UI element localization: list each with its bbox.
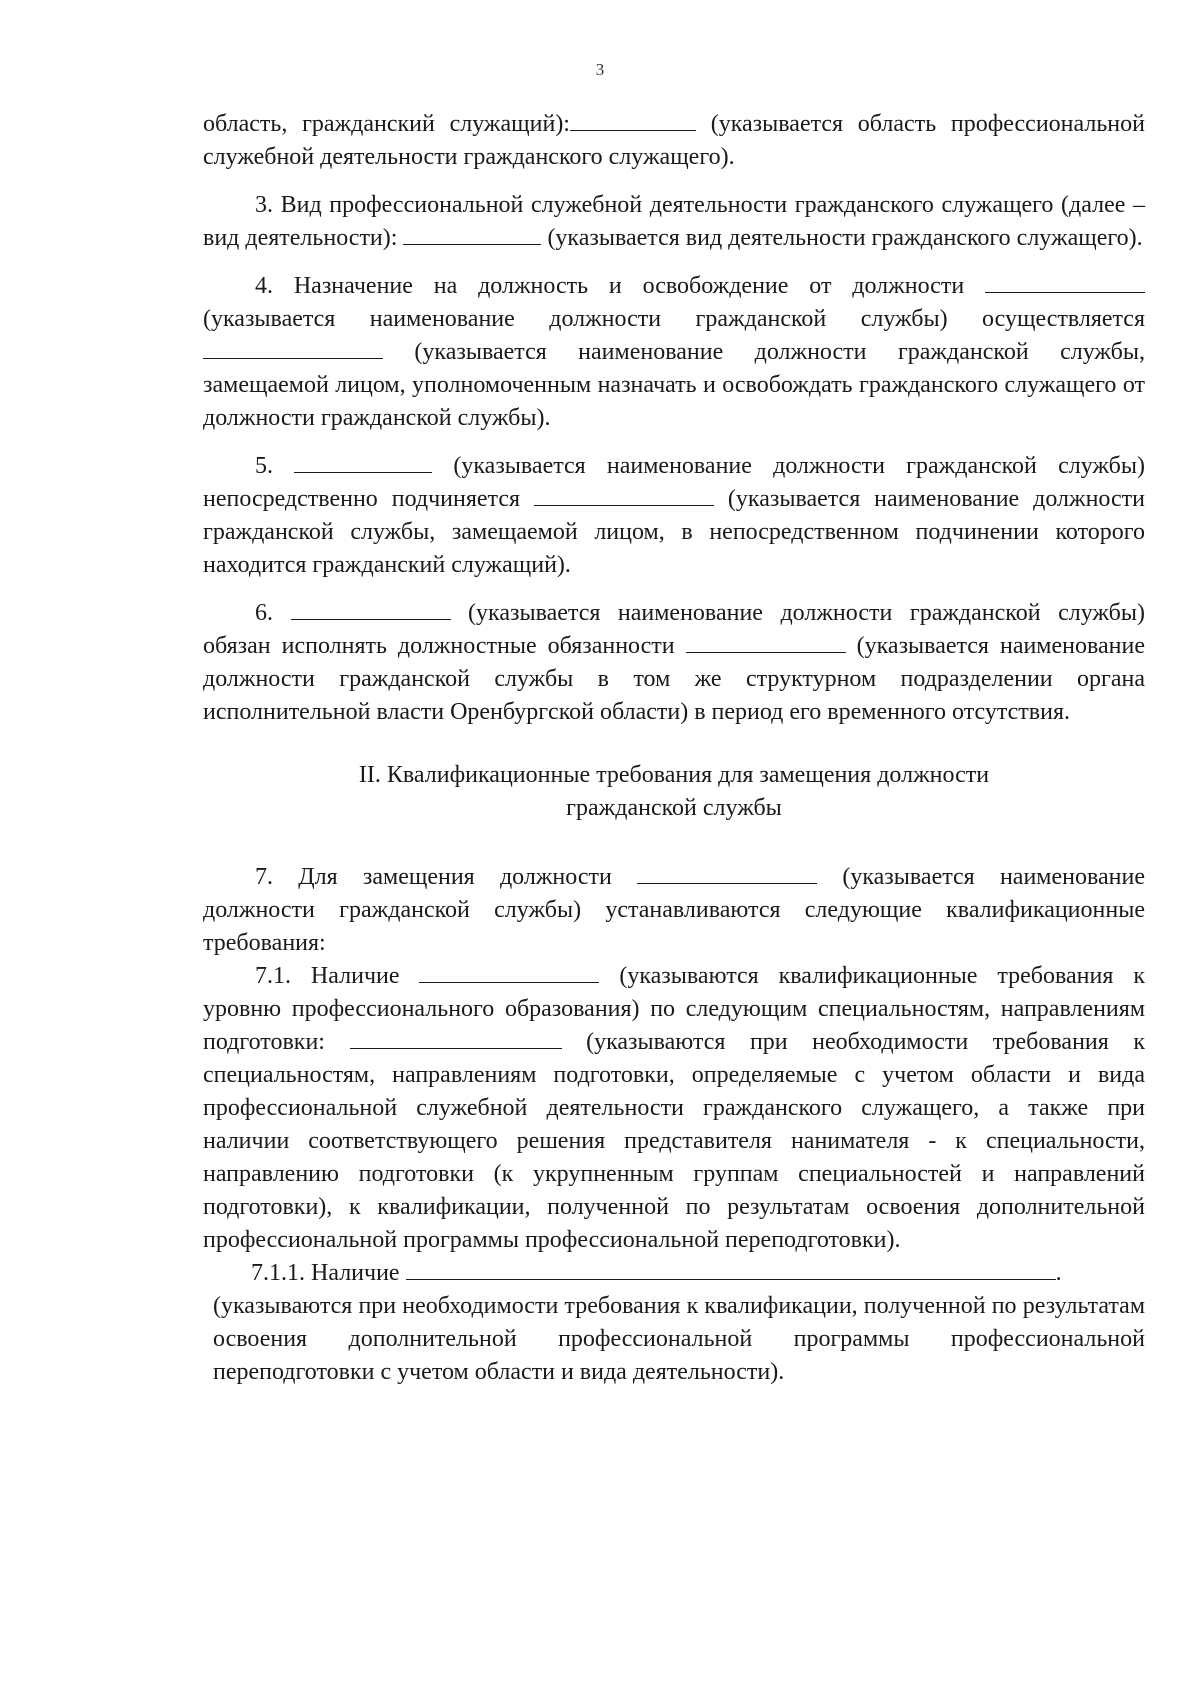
paragraph-4 bbox=[203, 270, 1145, 435]
fill-in-blank bbox=[534, 485, 714, 506]
fill-in-blank bbox=[570, 110, 696, 131]
paragraph-3 bbox=[203, 189, 1145, 255]
fill-in-blank bbox=[419, 962, 599, 983]
paragraph-text: 7.1.1. Наличие bbox=[251, 1260, 406, 1286]
paragraph-text: (указывается наименование должности гражданской службы, замещаемой лицом, в непосредственном подчинении которого находится гражданский служащий). bbox=[203, 486, 1146, 578]
document-body bbox=[203, 108, 1145, 1389]
paragraph-7-1-1 bbox=[203, 1257, 1145, 1290]
fill-in-blank bbox=[291, 599, 451, 620]
fill-in-blank bbox=[686, 632, 846, 653]
paragraph-6 bbox=[203, 597, 1145, 729]
fill-in-blank bbox=[294, 452, 432, 473]
paragraph-text: 5. bbox=[255, 453, 295, 479]
section-heading-line: гражданской службы bbox=[566, 795, 782, 821]
paragraph-7 bbox=[203, 861, 1145, 960]
paragraph-text: (указывается наименование должности гражданской службы) непосредственно подчиняется bbox=[203, 453, 1145, 512]
paragraph-text: (указываются квалификационные требования к уровню профессионального образования) по следующим специальностям, направлениям подготовки: bbox=[203, 963, 1145, 1055]
paragraph-text: (указывается наименование должности гражданской службы) обязан исполнять должностные обязанности bbox=[203, 600, 1146, 659]
paragraph-text: (указывается наименование должности гражданской службы, замещаемой лицом, уполномоченным назначать и освобождать гражданского служащего от должности гражданской службы). bbox=[203, 339, 1145, 431]
paragraph-text: (указывается наименование должности гражданской службы в том же структурном подразделении органа исполнительной власти Оренбургской области) в период его временного отсутствия. bbox=[203, 633, 1146, 725]
fill-in-blank bbox=[403, 224, 541, 245]
paragraph-text: (указывается вид деятельности гражданского служащего). bbox=[541, 225, 1143, 251]
paragraph-text: (указываются при необходимости требования к специальностям, направлениям подготовки, определяемые с учетом области и вида профессиональной служебной деятельности гражданского служащего, а также при наличии соответствующего решения представителя нанимателя - к специальности, направлению подготовки (к укрупненным группам специальностей и направлений подготовки), к квалификации, полученной по результатам освоения дополнительной профессиональной программы профессиональной переподготовки). bbox=[203, 1029, 1146, 1253]
fill-in-blank bbox=[203, 338, 383, 359]
paragraph-text: 6. bbox=[255, 600, 291, 626]
paragraph-7-1-1-note bbox=[203, 1290, 1145, 1389]
paragraph-5 bbox=[203, 450, 1145, 582]
paragraph-text: (указываются при необходимости требования к квалификации, полученной по результатам освоения дополнительной профессиональной программы профессиональной переподготовки с учетом области и вида деятельности). bbox=[213, 1293, 1145, 1385]
section-heading bbox=[203, 759, 1145, 825]
paragraph-text: (указывается наименование должности гражданской службы) устанавливаются следующие квалификационные требования: bbox=[203, 864, 1145, 956]
paragraph-text: (указывается наименование должности гражданской службы) осуществляется bbox=[203, 306, 1145, 332]
paragraph-text: область, гражданский служащий): bbox=[203, 111, 570, 137]
paragraph-text: 3. Вид профессиональной служебной деятельности гражданского служащего (далее – вид деятельности): bbox=[203, 192, 1145, 251]
paragraph-continuation bbox=[203, 108, 1145, 174]
paragraph-text: . bbox=[1055, 1260, 1062, 1286]
paragraph-text: 4. Назначение на должность и освобождение от должности bbox=[255, 273, 985, 299]
paragraph-7-1 bbox=[203, 960, 1145, 1257]
paragraph-text: 7. Для замещения должности bbox=[255, 864, 638, 890]
fill-in-blank bbox=[637, 863, 817, 884]
paragraph-text: 7.1. Наличие bbox=[255, 963, 420, 989]
fill-in-blank bbox=[350, 1028, 562, 1049]
fill-in-blank bbox=[406, 1259, 1056, 1280]
page-number: 3 bbox=[595, 60, 605, 79]
section-heading-line: II. Квалификационные требования для замещения должности bbox=[358, 762, 990, 788]
paragraph-text: (указывается область профессиональной служебной деятельности гражданского служащего). bbox=[203, 111, 1145, 170]
fill-in-blank bbox=[985, 272, 1145, 293]
